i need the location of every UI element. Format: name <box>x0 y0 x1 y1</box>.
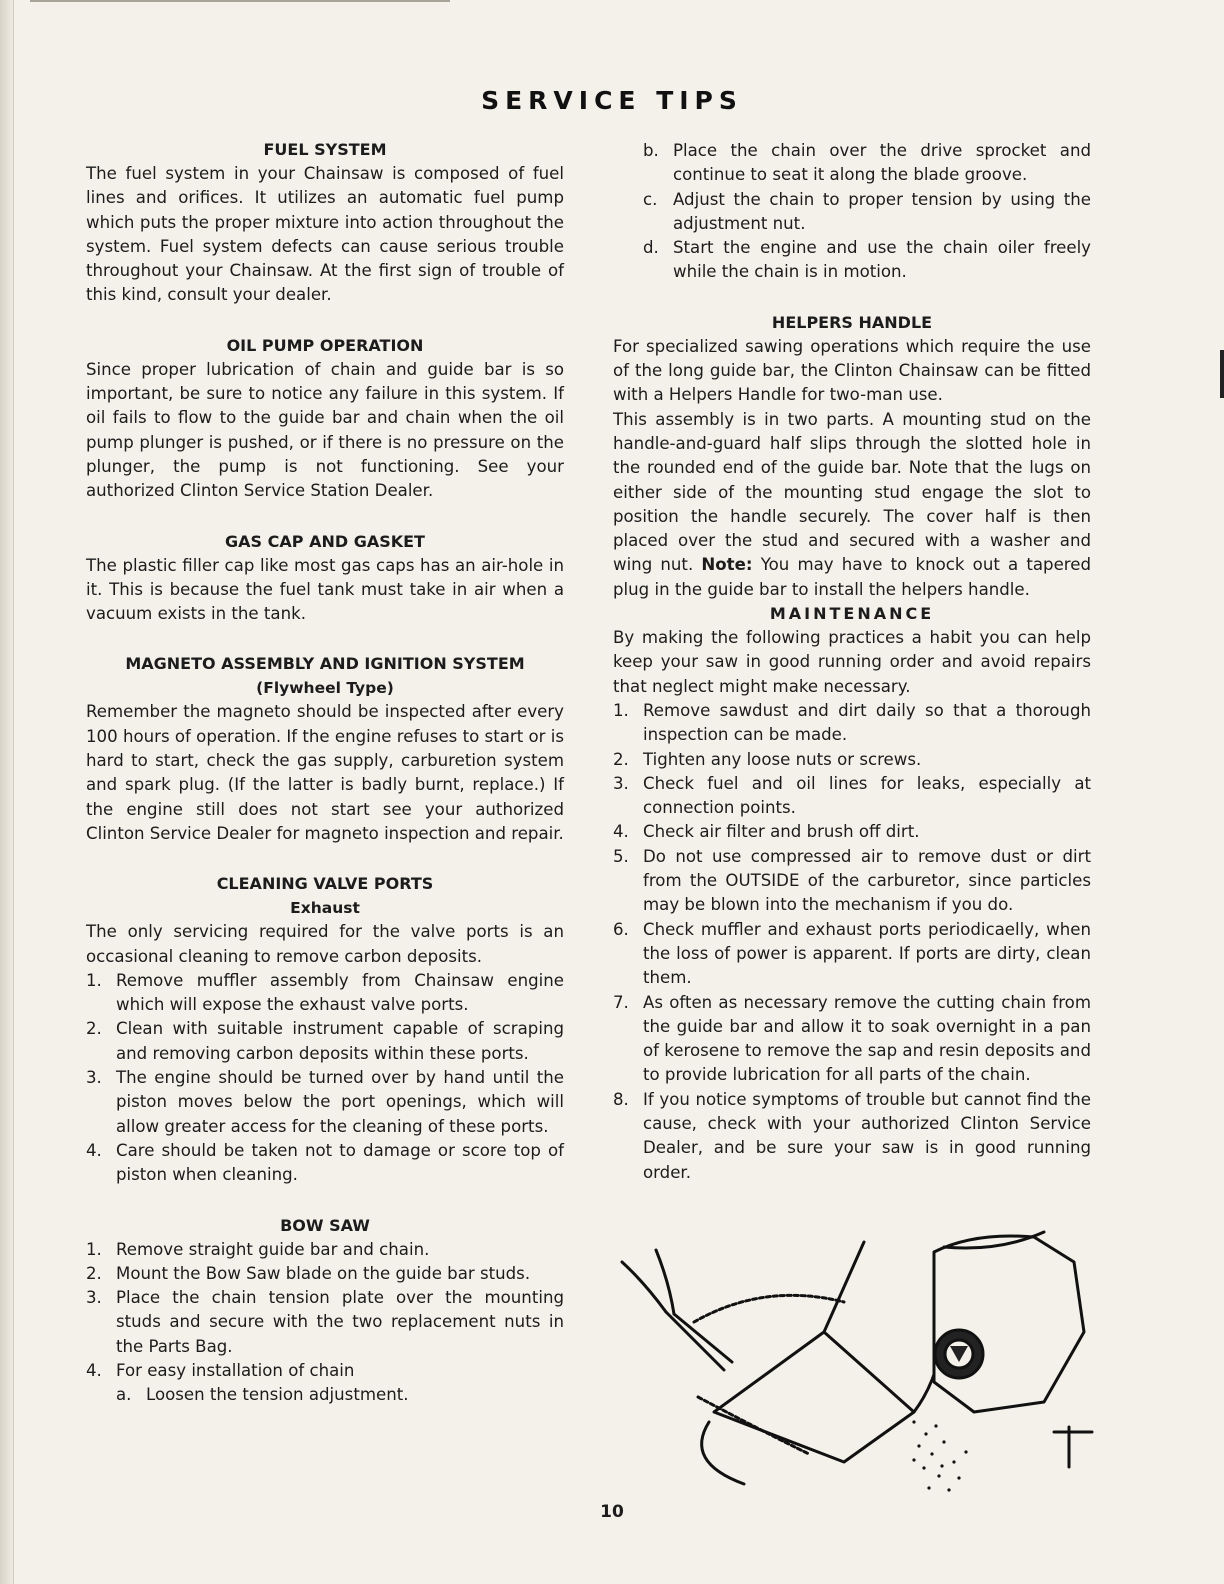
top-rule <box>30 0 450 2</box>
section-heading: MAGNETO ASSEMBLY AND IGNITION SYSTEM <box>125 654 525 674</box>
list-item: 1. Remove sawdust and dirt daily so that a thorough inspection can be made. <box>613 700 1091 745</box>
section-heading: OIL PUMP OPERATION <box>226 335 424 355</box>
edge-mark <box>1220 350 1224 398</box>
section-subheading: (Flywheel Type) <box>256 679 394 698</box>
helpers-handle-section <box>613 311 1091 602</box>
maintenance-list <box>613 699 1091 1185</box>
sub-list-item: b. Place the chain over the drive sprocket and continue to seat it along the blade groove. <box>643 141 1091 185</box>
section-heading: GAS CAP AND GASKET <box>225 531 425 551</box>
section-text: For specialized sawing operations which require the use of the long guide bar, the Clinton Chainsaw can be fitted with a Helpers Handle for two-man use. <box>613 336 1091 405</box>
section-text: Since proper lubrication of chain and guide bar is so important, be sure to notice any failure in this system. If oil fails to flow to the guide bar and chain when the oil pump plunger is pushed, or if there is no pressure on the plunger, the pump is not functioning. See your authorized Clinton Service Station Dealer. <box>86 359 564 501</box>
list-item: 8. If you notice symptoms of trouble but cannot find the cause, check with your authorized Clinton Service Dealer, and be sure your saw is in good running order. <box>613 1089 1091 1182</box>
magneto-section <box>86 652 564 846</box>
list-item: 7. As often as necessary remove the cutting chain from the guide bar and allow it to soak overnight in a pan of kerosene to remove the sap and resin deposits and to provide lubrication for all parts of the chain. <box>613 992 1091 1085</box>
valve-steps-list <box>86 969 564 1188</box>
section-heading: MAINTENANCE <box>769 604 935 624</box>
bow-saw-continued <box>613 139 1091 285</box>
left-column <box>86 138 564 1408</box>
list-item: 4. Check air filter and brush off dirt. <box>613 822 920 842</box>
section-heading: CLEANING VALVE PORTS <box>216 874 434 894</box>
section-text: The plastic filler cap like most gas caps has an air-hole in it. This is because the fuel tank must take in air when a vacuum exists in the tank. <box>86 555 564 624</box>
bow-saw-section <box>86 1214 564 1408</box>
chainsaw-illustration <box>614 1222 1094 1502</box>
sub-list-item: a. Loosen the tension adjustment. <box>116 1385 409 1405</box>
bow-saw-steps-list <box>86 1238 564 1384</box>
maintenance-section <box>613 602 1091 1185</box>
page-number: 10 <box>600 1502 624 1522</box>
section-text: The only servicing required for the valve ports is an occasional cleaning to remove carbon deposits. <box>86 922 564 966</box>
section-subheading: Exhaust <box>290 899 360 918</box>
list-item: 3. Place the chain tension plate over the mounting studs and secure with the two replacement nuts in the Parts Bag. <box>86 1288 564 1356</box>
list-item: 1. Remove muffler assembly from Chainsaw engine which will expose the exhaust valve ports. <box>86 970 564 1015</box>
page-binding-edge <box>0 0 14 1584</box>
page-title: SERVICE TIPS <box>481 86 743 115</box>
section-heading: HELPERS HANDLE <box>771 312 933 332</box>
list-item: 6. Check muffler and exhaust ports periodicaelly, when the loss of power is apparent. If ports are dirty, clean them. <box>613 919 1091 988</box>
list-item: 3. The engine should be turned over by hand until the piston moves below the port openings, which will allow greater access for the cleaning of these ports. <box>86 1068 564 1136</box>
section-text: This assembly is in two parts. A mounting stud on the handle-and-guard half slips through the slotted hole in the rounded end of the guide bar. Note that the lugs on either side of the mounting stud engage the slot to position the handle securely. The cover half is then placed over the stud and secured with a washer and wing nut. Note: You may have to knock out a tapered plug in the guide bar to install the helpers handle. <box>613 409 1091 599</box>
section-text: Remember the magneto should be inspected after every 100 hours of operation. If the engine refuses to start or is hard to start, check the gas supply, carburetion system and spark plug. (If the latter is badly burnt, replace.) If the engine still does not start see your authorized Clinton Service Dealer for magneto inspection and repair. <box>86 702 564 843</box>
list-item: 2. Clean with suitable instrument capable of scraping and removing carbon deposits within these ports. <box>86 1019 564 1063</box>
list-item: 2. Mount the Bow Saw blade on the guide bar studs. <box>86 1263 531 1283</box>
list-item: 4. For easy installation of chain <box>86 1360 355 1380</box>
sub-list-item: d. Start the engine and use the chain oiler freely while the chain is in motion. <box>643 238 1091 282</box>
sub-list-item: c. Adjust the chain to proper tension by using the adjustment nut. <box>643 189 1091 233</box>
list-item: 4. Care should be taken not to damage or score top of piston when cleaning. <box>86 1140 564 1185</box>
section-heading: BOW SAW <box>280 1215 370 1235</box>
section-text: The fuel system in your Chainsaw is composed of fuel lines and orifices. It utilizes an automatic fuel pump which puts the proper mixture into action throughout the system. Fuel system defects can cause serious trouble throughout your Chainsaw. At the first sign of trouble of this kind, consult your dealer. <box>86 164 564 305</box>
right-column <box>613 139 1091 1185</box>
section-text: By making the following practices a habit you can help keep your saw in good running order and avoid repairs that neglect might make necessary. <box>613 628 1091 696</box>
note-label: Note: <box>701 555 753 575</box>
fuel-system-section <box>86 138 564 308</box>
list-item: 5. Do not use compressed air to remove dust or dirt from the OUTSIDE of the carburetor, since particles may be blown into the mechanism if you do. <box>613 846 1091 915</box>
gas-cap-section <box>86 530 564 627</box>
section-heading: FUEL SYSTEM <box>263 140 387 159</box>
oil-pump-section <box>86 334 564 504</box>
list-item: 2. Tighten any loose nuts or screws. <box>613 749 922 769</box>
valve-ports-section <box>86 872 564 1187</box>
list-item: 1. Remove straight guide bar and chain. <box>86 1239 430 1259</box>
list-item: 3. Check fuel and oil lines for leaks, especially at connection points. <box>613 773 1091 818</box>
